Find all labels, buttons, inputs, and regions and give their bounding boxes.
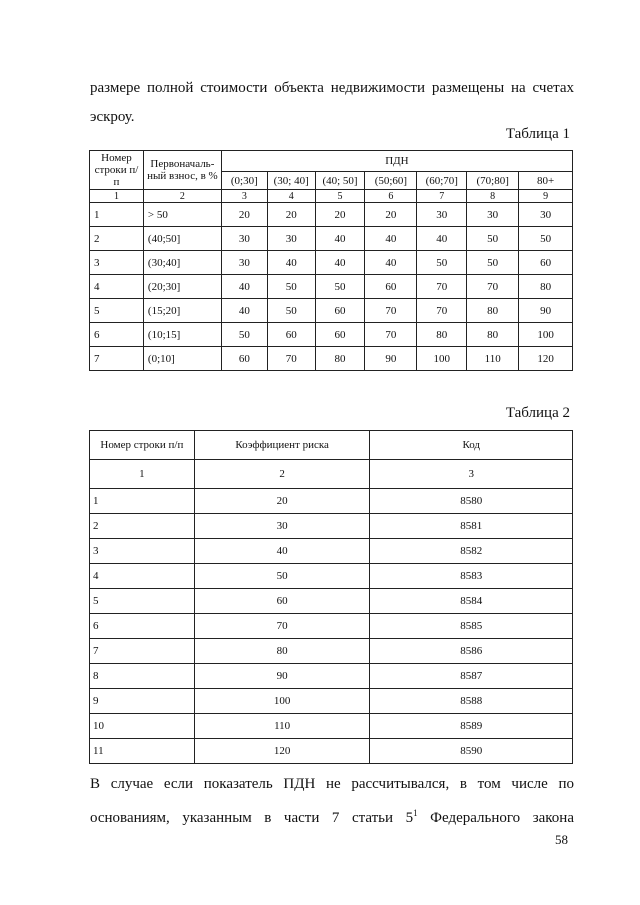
table2-cell-risk: 60 (194, 589, 370, 614)
table2-cell-row-no: 11 (90, 739, 195, 764)
table1-cell-value: 30 (221, 227, 267, 251)
table1-column-number: 5 (315, 190, 365, 203)
table1-cell-value: 40 (365, 227, 417, 251)
table2-cell-risk: 70 (194, 614, 370, 639)
table1-row (90, 323, 573, 347)
footnote-superscript: 1 (413, 808, 418, 818)
table2-row (90, 739, 573, 764)
table1-cell-value: 60 (315, 323, 365, 347)
table2-cell-row-no: 2 (90, 514, 195, 539)
table1-row (90, 203, 573, 227)
table1-cell-value: 20 (267, 203, 315, 227)
table1-cell-payment: (20;30] (143, 275, 221, 299)
table2-cell-risk: 90 (194, 664, 370, 689)
table2-cell-row-no: 9 (90, 689, 195, 714)
table2-cell-risk: 40 (194, 539, 370, 564)
table1-cell-row-no: 3 (90, 251, 144, 275)
table1-cell-value: 70 (417, 275, 467, 299)
table1 (89, 150, 573, 371)
table2-row (90, 689, 573, 714)
table2-cell-risk: 100 (194, 689, 370, 714)
table2-cell-row-no: 6 (90, 614, 195, 639)
table1-pdn-range: (60;70] (417, 172, 467, 190)
table2-column-number: 2 (194, 460, 370, 489)
table1-cell-row-no: 2 (90, 227, 144, 251)
table2-cell-risk: 120 (194, 739, 370, 764)
table2-cell-risk: 30 (194, 514, 370, 539)
table1-cell-value: 40 (221, 299, 267, 323)
table2-row (90, 639, 573, 664)
table1-cell-value: 50 (417, 251, 467, 275)
table2-cell-code: 8585 (370, 614, 573, 639)
table1-cell-value: 30 (221, 251, 267, 275)
table2-row (90, 539, 573, 564)
table1-cell-value: 30 (519, 203, 573, 227)
table1-cell-value: 20 (315, 203, 365, 227)
table1-cell-payment: > 50 (143, 203, 221, 227)
table1-cell-value: 60 (519, 251, 573, 275)
table2-row (90, 564, 573, 589)
table2-cell-row-no: 3 (90, 539, 195, 564)
table2-cell-risk: 50 (194, 564, 370, 589)
table2-row (90, 489, 573, 514)
table2-cell-risk: 80 (194, 639, 370, 664)
table1-pdn-range: (30; 40] (267, 172, 315, 190)
table2-cell-code: 8580 (370, 489, 573, 514)
table2-cell-code: 8587 (370, 664, 573, 689)
table2-cell-code: 8584 (370, 589, 573, 614)
table1-cell-value: 60 (267, 323, 315, 347)
table2-header-row-no: Номер строки п/п (90, 431, 195, 460)
table2-cell-risk: 20 (194, 489, 370, 514)
table2-header-code: Код (370, 431, 573, 460)
table1-cell-value: 40 (267, 251, 315, 275)
table1-cell-value: 90 (365, 347, 417, 371)
table1-cell-value: 80 (467, 323, 519, 347)
table1-row (90, 227, 573, 251)
table1-cell-value: 70 (467, 275, 519, 299)
table2-cell-row-no: 7 (90, 639, 195, 664)
table1-cell-value: 50 (467, 227, 519, 251)
table1-cell-value: 50 (267, 275, 315, 299)
table1-cell-value: 50 (315, 275, 365, 299)
table1-body (90, 203, 573, 371)
table1-header-row-no: Номер строки п/п (90, 151, 144, 190)
table1-cell-value: 100 (417, 347, 467, 371)
table2 (89, 430, 573, 764)
table1-row (90, 347, 573, 371)
table2-cell-code: 8590 (370, 739, 573, 764)
table2-row (90, 714, 573, 739)
table2-body (90, 489, 573, 764)
table1-column-number: 4 (267, 190, 315, 203)
table1-cell-payment: (30;40] (143, 251, 221, 275)
table1-cell-value: 30 (467, 203, 519, 227)
table1-column-number: 6 (365, 190, 417, 203)
table1-cell-value: 40 (365, 251, 417, 275)
table1-pdn-range: (70;80] (467, 172, 519, 190)
table1-column-number: 1 (90, 190, 144, 203)
table2-cell-row-no: 5 (90, 589, 195, 614)
table1-caption: Таблица 1 (505, 126, 570, 142)
table1-cell-value: 80 (467, 299, 519, 323)
table1-cell-value: 80 (519, 275, 573, 299)
table1-cell-value: 80 (417, 323, 467, 347)
bottom-paragraph-line1: В случае если показатель ПДН не рассчитывался, в том числе по (90, 776, 574, 792)
table1-column-numbers-row (90, 190, 573, 203)
table1-cell-value: 70 (365, 299, 417, 323)
table1-cell-row-no: 5 (90, 299, 144, 323)
table1-cell-value: 30 (417, 203, 467, 227)
table1-cell-row-no: 1 (90, 203, 144, 227)
table1-header-initial-payment: Первоначаль-ный взнос, в % (143, 151, 221, 190)
table2-header-risk: Коэффициент риска (194, 431, 370, 460)
table1-cell-value: 40 (315, 227, 365, 251)
table1-row (90, 299, 573, 323)
table1-cell-value: 100 (519, 323, 573, 347)
table1-cell-row-no: 7 (90, 347, 144, 371)
table1-cell-payment: (40;50] (143, 227, 221, 251)
table2-cell-row-no: 4 (90, 564, 195, 589)
table1-cell-value: 50 (467, 251, 519, 275)
bottom-paragraph-line2-a: основаниям, указанным в части 7 статьи 5 (90, 810, 414, 826)
table2-cell-code: 8582 (370, 539, 573, 564)
table2-column-number: 3 (370, 460, 573, 489)
table2-cell-row-no: 10 (90, 714, 195, 739)
table1-cell-payment: (15;20] (143, 299, 221, 323)
top-paragraph (90, 74, 574, 132)
table1-column-number: 3 (221, 190, 267, 203)
page-number: 58 (555, 832, 568, 847)
table1-pdn-range: 80+ (519, 172, 573, 190)
table1-cell-value: 40 (417, 227, 467, 251)
table1-cell-value: 70 (267, 347, 315, 371)
table1-cell-value: 80 (315, 347, 365, 371)
table2-cell-code: 8583 (370, 564, 573, 589)
bottom-paragraph-line2-b: Федерального закона (417, 810, 574, 826)
table1-cell-value: 60 (221, 347, 267, 371)
table1-cell-value: 60 (315, 299, 365, 323)
table1-cell-value: 30 (267, 227, 315, 251)
table1-cell-value: 90 (519, 299, 573, 323)
table2-cell-code: 8581 (370, 514, 573, 539)
table2-cell-risk: 110 (194, 714, 370, 739)
table1-row (90, 275, 573, 299)
table1-column-number: 2 (143, 190, 221, 203)
table1-cell-payment: (0;10] (143, 347, 221, 371)
table1-cell-payment: (10;15] (143, 323, 221, 347)
table1-cell-value: 70 (365, 323, 417, 347)
top-paragraph-line2: эскроу. (90, 109, 135, 125)
table1-row (90, 251, 573, 275)
table1-cell-value: 20 (221, 203, 267, 227)
table2-caption: Таблица 2 (505, 405, 570, 421)
table1-cell-value: 50 (221, 323, 267, 347)
table1-column-number: 7 (417, 190, 467, 203)
table1-cell-value: 40 (221, 275, 267, 299)
table1-pdn-range: (50;60] (365, 172, 417, 190)
table1-column-number: 9 (519, 190, 573, 203)
table1-header-pdn: ПДН (221, 151, 572, 172)
top-paragraph-line1: размере полной стоимости объекта недвижимости размещены на счетах (90, 80, 574, 96)
table2-row (90, 514, 573, 539)
table2-column-numbers-row (90, 460, 573, 489)
table2-cell-row-no: 1 (90, 489, 195, 514)
table2-cell-code: 8586 (370, 639, 573, 664)
table1-cell-value: 110 (467, 347, 519, 371)
table2-cell-row-no: 8 (90, 664, 195, 689)
table1-cell-value: 70 (417, 299, 467, 323)
table1-column-number: 8 (467, 190, 519, 203)
table1-cell-value: 60 (365, 275, 417, 299)
table2-row (90, 664, 573, 689)
bottom-paragraph-line2 (90, 799, 574, 833)
table2-column-number: 1 (90, 460, 195, 489)
table2-cell-code: 8588 (370, 689, 573, 714)
table2-row (90, 614, 573, 639)
table1-cell-value: 50 (267, 299, 315, 323)
bottom-paragraph (90, 770, 574, 833)
table2-cell-code: 8589 (370, 714, 573, 739)
table1-cell-value: 40 (315, 251, 365, 275)
table1-cell-value: 120 (519, 347, 573, 371)
table1-cell-value: 20 (365, 203, 417, 227)
table1-pdn-range: (0;30] (221, 172, 267, 190)
table1-cell-row-no: 6 (90, 323, 144, 347)
table2-row (90, 589, 573, 614)
table1-cell-row-no: 4 (90, 275, 144, 299)
table1-pdn-range: (40; 50] (315, 172, 365, 190)
table1-cell-value: 50 (519, 227, 573, 251)
